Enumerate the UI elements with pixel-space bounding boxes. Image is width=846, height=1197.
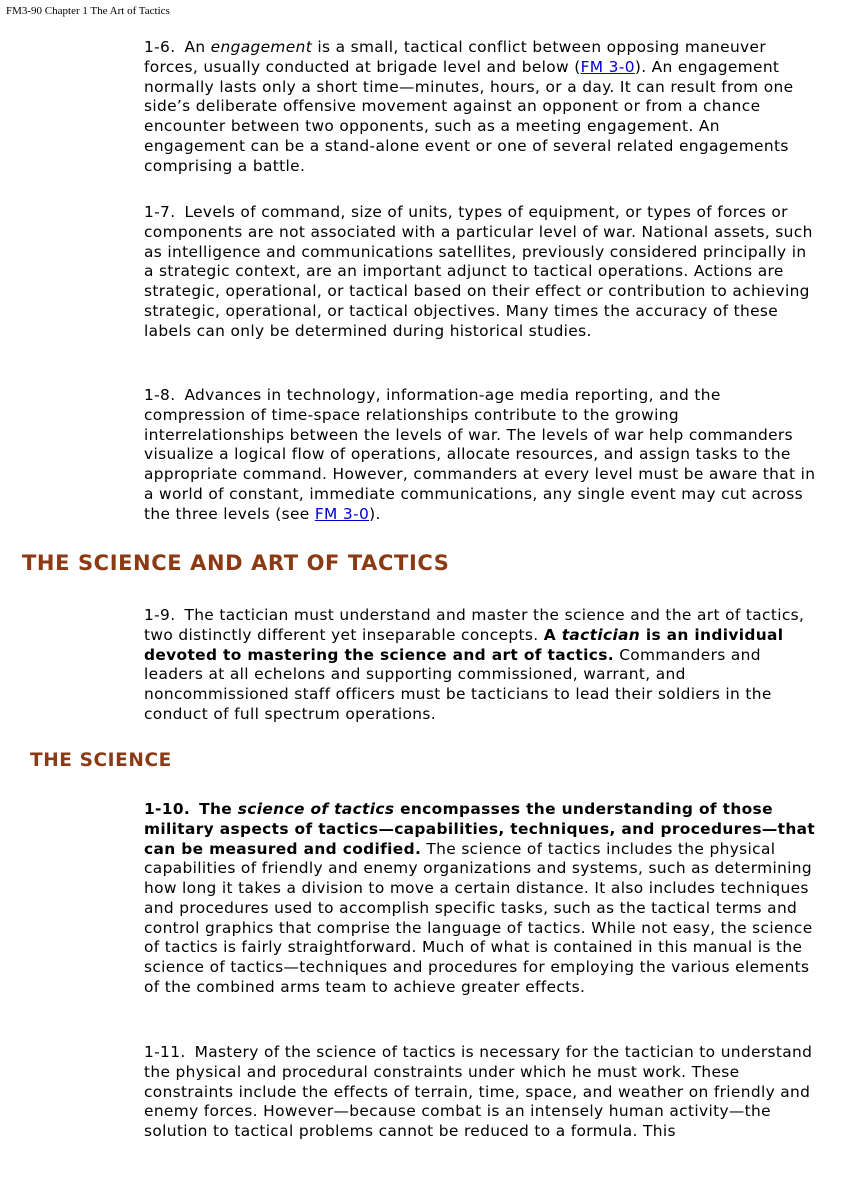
- paragraph-number: 1-9.: [144, 606, 176, 624]
- paragraph-text: Mastery of the science of tactics is necessary for the tactician to understand the physical and procedural constraints under which he must work. These constraints include the effects of terrain, time, space, and weather on friendly and enemy forces. However—because combat is an intensely human activity—the solution to tactical problems cannot be reduced to a formula. This: [144, 1043, 813, 1140]
- paragraph-1-7: [144, 203, 816, 341]
- paragraph-number: 1-6.: [144, 38, 176, 56]
- fm-3-0-link[interactable]: FM 3-0: [314, 504, 370, 523]
- paragraph-number: 1-11.: [144, 1043, 186, 1061]
- bold-text: A: [543, 625, 562, 644]
- paragraph-text: Advances in technology, information-age media reporting, and the compression of time-space relationships contribute to the growing interrelationships between the levels of war. The levels of war help commanders visualize a logical flow of operations, allocate resources, and assign tasks to the appropriate command. However, commanders at every level must be aware that in a world of constant, immediate communications, any single event may cut across the three levels (see: [144, 386, 816, 523]
- paragraph-number: 1-7.: [144, 203, 176, 221]
- section-heading-the-science: THE SCIENCE: [30, 750, 172, 771]
- paragraph-number: 1-10.: [144, 800, 191, 818]
- paragraph-text: Commanders and leaders at all echelons and supporting commissioned, warrant, and noncommissioned staff officers must be tacticians to lead their soldiers in the conduct of full spectrum operations.: [144, 645, 772, 723]
- paragraph-text: The science of tactics includes the physical capabilities of friendly and enemy organizations and systems, such as determining how long it takes a division to move a certain distance. It also includes techniques and procedures used to accomplish specific tasks, such as the tactical terms and control graphics that comprise the language of tactics. While not easy, the science of tactics is fairly straightforward. Much of what is contained in this manual is the science of tactics—techniques and procedures for employing the various elements of the combined arms team to achieve greater effects.: [144, 839, 813, 996]
- paragraph-text: The tactician must understand and master the science and the art of tactics, two distinctly different yet inseparable concepts.: [144, 606, 805, 644]
- paragraph-1-6: [144, 38, 816, 176]
- paragraph-text: ).: [369, 504, 381, 523]
- page-header: FM3-90 Chapter 1 The Art of Tactics: [6, 5, 170, 17]
- term-science-of-tactics: science of tactics: [237, 800, 395, 818]
- fm-3-0-link[interactable]: FM 3-0: [580, 57, 635, 76]
- paragraph-text: is a small, tactical conflict between opposing maneuver forces, usually conducted at brigade level and below (: [144, 38, 766, 76]
- paragraph-1-10: [144, 800, 816, 998]
- paragraph-text: Levels of command, size of units, types of equipment, or types of forces or components are not associated with a particular level of war. National assets, such as intelligence and communications satellites, previously considered principally in a strategic context, are an important adjunct to tactical operations. Actions are strategic, operational, or tactical based on their effect or contribution to achieving strategic, operational, or tactical objectives. Many times the accuracy of these labels can only be determined during historical studies.: [144, 203, 813, 340]
- section-heading-science-and-art: THE SCIENCE AND ART OF TACTICS: [22, 551, 450, 575]
- bold-text: is an individual devoted to mastering the science and art of tactics.: [144, 625, 784, 664]
- paragraph-text: ). An engagement normally lasts only a short time—minutes, hours, or a day. It can result from one side’s deliberate offensive movement against an opponent or from a chance encounter between two opponents, such as a meeting engagement. An engagement can be a stand-alone event or one of several related engagements comprising a battle.: [144, 57, 794, 175]
- paragraph-1-9: [144, 606, 816, 725]
- term-tactician: tactician: [561, 625, 641, 644]
- paragraph-text: An: [184, 38, 211, 56]
- paragraph-number: 1-8.: [144, 386, 176, 404]
- bold-text: encompasses the understanding of those military aspects of tactics—capabilities, techniques, and procedures—that can be measured and codified.: [144, 800, 816, 858]
- term-engagement: engagement: [210, 38, 313, 56]
- bold-text: The: [199, 800, 238, 818]
- paragraph-1-8: [144, 386, 816, 524]
- paragraph-1-11: [144, 1043, 816, 1142]
